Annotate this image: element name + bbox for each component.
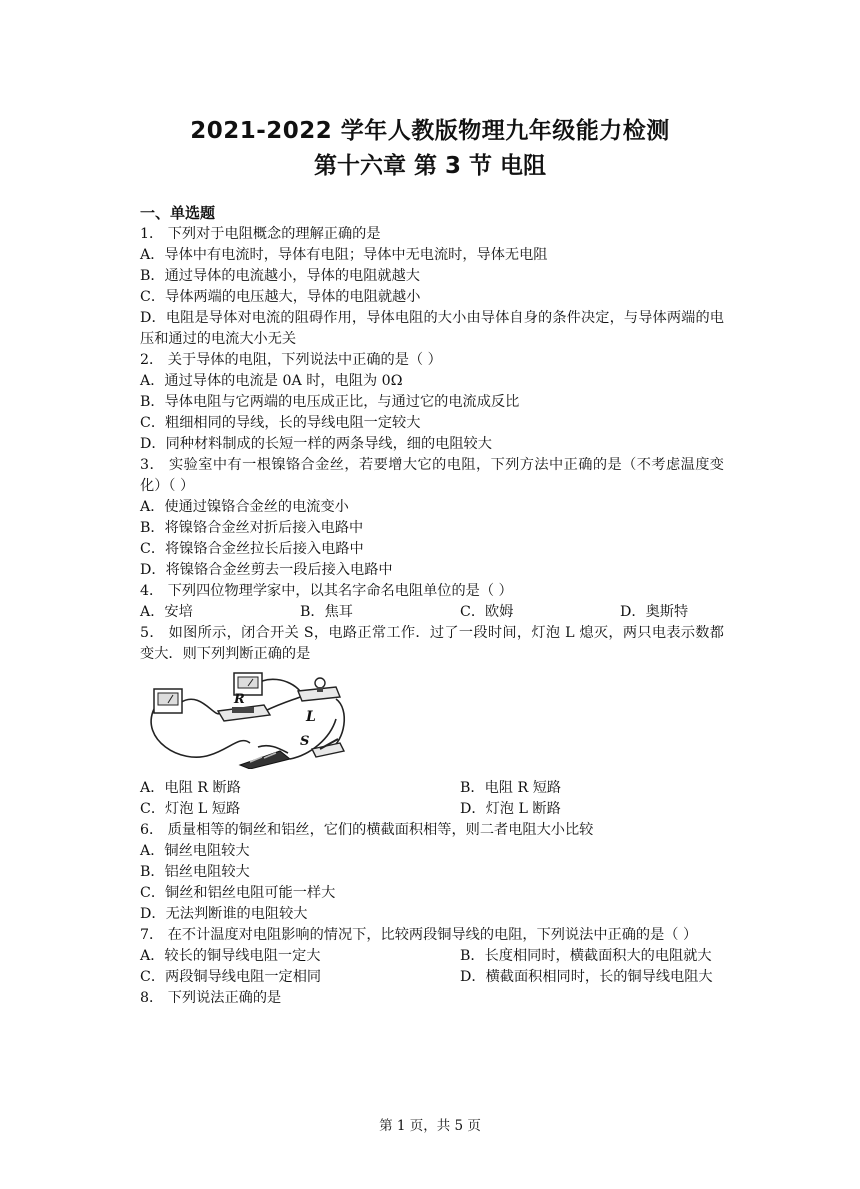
option-d: D．电阻是导体对电流的阻碍作用，导体电阻的大小由导体自身的条件决定，与导体两端的电压和通过的电流大小无关 [140,310,724,347]
label-l: L [306,709,316,725]
option-b: B．铝丝电阻较大 [140,864,250,880]
option-a: A．导体中有电流时，导体有电阻；导体中无电流时，导体无电阻 [140,247,548,263]
option-row [140,946,724,967]
label-r: R [234,692,245,707]
section-heading: 一、单选题 [140,204,216,222]
option-c: C．铜丝和铝丝电阻可能一样大 [140,885,336,901]
option-d: D．横截面积相同时，长的铜导线电阻大 [460,969,713,985]
option-b: B．长度相同时，横截面积大的电阻就大 [460,948,712,964]
resistor-icon [218,705,270,721]
option-a: A．铜丝电阻较大 [140,843,250,859]
option-b: B．焦耳 [300,604,353,620]
option-b: B．电阻 R 短路 [460,780,562,796]
switch-icon [312,739,344,757]
option-d: D．无法判断谁的电阻较大 [140,906,308,922]
meter-icon [154,689,182,713]
label-s: S [300,734,310,749]
option-b: B．将镍铬合金丝对折后接入电路中 [140,520,364,536]
question-stem: 4． 下列四位物理学家中，以其名字命名电阻单位的是（ ） [140,583,513,599]
option-d: D．将镍铬合金丝剪去一段后接入电路中 [140,562,393,578]
option-a: A．较长的铜导线电阻一定大 [140,948,321,964]
document-title: 2021-2022 学年人教版物理九年级能力检测 [190,118,670,144]
question-stem: 7． 在不计温度对电阻影响的情况下，比较两段铜导线的电阻，下列说法中正确的是（ ） [140,927,698,943]
option-row [140,967,724,988]
option-c: C．两段铜导线电阻一定相同 [140,969,322,985]
option-a: A．通过导体的电流是 0A 时，电阻为 0Ω [140,373,403,389]
option-row [140,602,724,623]
option-c: C．灯泡 L 短路 [140,801,241,817]
question-stem: 6． 质量相等的铜丝和铝丝，它们的横截面积相等，则二者电阻大小比较 [140,822,594,838]
option-d: D．同种材料制成的长短一样的两条导线，细的电阻较大 [140,436,492,452]
option-row [140,799,724,820]
option-d: D．灯泡 L 断路 [460,801,561,817]
option-c: C．将镍铬合金丝拉长后接入电路中 [140,541,364,557]
question-stem: 1． 下列对于电阻概念的理解正确的是 [140,226,381,242]
option-b: B．导体电阻与它两端的电压成正比，与通过它的电流成反比 [140,394,520,410]
chapter-title: 第十六章 第 3 节 电阻 [313,153,547,179]
option-a: A．使通过镍铬合金丝的电流变小 [140,499,349,515]
question-stem: 5． 如图所示，闭合开关 S，电路正常工作．过了一段时间，灯泡 L 熄灭，两只电表示数都变大．则下列判断正确的是 [140,625,724,662]
option-a: A．安培 [140,604,193,620]
option-b: B．通过导体的电流越小，导体的电阻就越大 [140,268,420,284]
option-c: C．粗细相同的导线，长的导线电阻一定较大 [140,415,421,431]
question-list [140,224,724,1009]
question-stem: 8． 下列说法正确的是 [140,990,282,1006]
option-c: C．欧姆 [460,604,514,620]
option-d: D．奥斯特 [620,604,689,620]
page-footer: 第 1 页，共 5 页 [379,1118,481,1134]
option-a: A．电阻 R 断路 [140,780,241,796]
option-c: C．导体两端的电压越大，导体的电阻就越小 [140,289,421,305]
circuit-figure [140,669,360,769]
battery-icon [240,751,290,769]
option-row [140,778,724,799]
lamp-icon [298,678,340,701]
question-stem: 3． 实验室中有一根镍铬合金丝，若要增大它的电阻，下列方法中正确的是（不考虑温度变化）（ ） [140,457,724,494]
question-stem: 2． 关于导体的电阻，下列说法中正确的是（ ） [140,352,442,368]
